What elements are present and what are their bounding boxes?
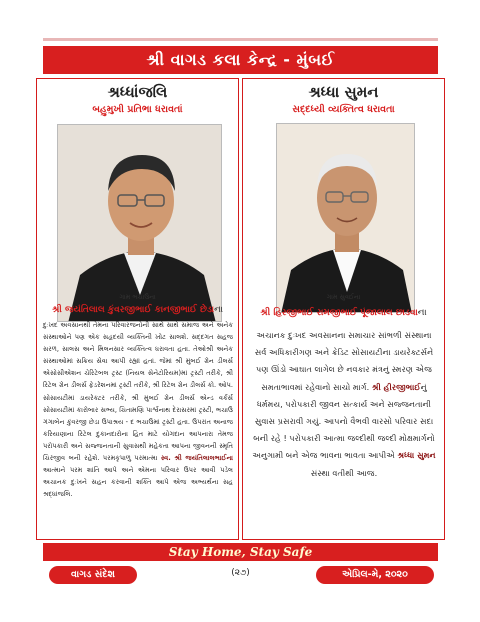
right-tribute-text: અચાનક દુઃખદ અવસાનના સમાચાર સાંભળી સંસ્થાના સર્વ અધિકારીગણ અને ક્રેડિટ સોસાયટીના ડાયરેક્ટર્સને પણ ઊંડો આઘાત લાગેલ છે નવકાર મંત્રનું સ્મરણ એજ સમતાભાવમાં રહેવાનો સાચો માર્ગ. શ્રી હીરજીભાઈનું ધર્મમય, પરોપકારી જીવન સત્કાર્ય અને સજ્જનતાની સુવાસ પ્રસરાવી ગયું. આપનો વૈભવી વારસો પરિવાર સદા બની રહે ! પરોપકારી આત્મા જલ્દીથી જલ્દી મોક્ષમાર્ગનો અનુગામી બને એજ ભાવના ભાવતા આપીએ શ્રધ્ધા સુમન સંસ્થા વતીથી આજ. xyxy=(252,330,436,478)
issue-date-badge: એપ્રિલ-મે, ૨૦૨૦ xyxy=(316,566,434,584)
tribute-column-left xyxy=(36,78,239,540)
right-subheading: સદ્દધ્યી વ્યક્તિત્વ ધરાવતા xyxy=(292,104,395,115)
portrait-photo-right xyxy=(276,123,415,313)
top-rule xyxy=(43,38,438,41)
page-footer xyxy=(43,566,438,586)
slogan-banner: Stay Home, Stay Safe xyxy=(43,543,438,561)
page-header-banner: શ્રી વાગડ કલા કેન્દ્ર - મુંબઈ xyxy=(43,46,438,74)
right-heading: શ્રધ્ધા સુમન xyxy=(308,83,379,101)
left-heading: શ્રધ્ધાંજલિ xyxy=(107,83,168,101)
tribute-column-right xyxy=(242,78,445,540)
page-number: (૨૭) xyxy=(231,568,250,578)
left-person-name: શ્રી જયંતિલાલ કુંવરજીભાઈ કાનજીભાઈ છેડાના xyxy=(51,305,224,315)
left-subheading: બહુમુખી પ્રતિભા ધરાવતાં xyxy=(92,104,183,115)
right-village: ગામ સુવઈના xyxy=(326,293,361,301)
left-village: ગામ ભચાઉના xyxy=(119,293,156,301)
left-tribute-text: દુઃખદ અવસાનથી તેમના પરિવારજનોની સાથે સાથે સમાજ અને અનેક સંસ્થાઓને પણ એક સહૃદયી વ્યક્તિની ખોટ સાલશે. સદ્દગત સહજ સરળ, સાલસ અને મિલનસાર વ્યક્તિત્વ ધરાવતા હતા. તેઓશ્રી અનેક સંસ્થાઓમાં સક્રિય સેવા આપી રહ્યાં હતાં. જેમાં શ્રી મુંબઈ ગ્રેન ડીલર્સ એસોસીએશન ચેરિટેબલ ટ્રસ્ટ (નિયલ સેનેટોરિયમ)માં ટ્રસ્ટી તરીકે, શ્રી રિટેલ ગ્રેન ડીલર્સ ફેડરેશનમાં ટ્રસ્ટી તરીકે, શ્રી રિટેલ ગ્રેન ડીલર્સ કો. ઓપ. સોસાયટીમાં ડાયરેક્ટર તરીકે, શ્રી મુંબઈ ગ્રેન ડીલર્સ એન્ડ વર્કર્સ સોસાયટીમાં કારોબાર સભ્ય, ચિતામણિ પાર્શ્વનાથ દેરાસરમાં ટ્રસ્ટી, ભચાઉ ગંગાબેન કુંવરજી છેડા ઉપાશ્રય - દ ભચાઉમાં ટ્રસ્ટી હતા. ઉપરાંત અનાજ કરિયાણાના રિટેલ દુકાનદારોના હિત માટે યોગદાન આપનારા તેમજ પરોપકારી અને સજ્જનતાની સુવાસથી મહેકતા આપના જીવનની સ્મૃતિ ચિરંજીવ બની રહેશે. પરમકૃપાળુ પરમાત્મા સ્વ. શ્રી જયંતિલાલભાઈના આત્માને પરમ શાંતિ આપે અને એમના પરિવાર ઉપર આવી પડેલ અચાનક દુઃખને સહન કરવાની શક્તિ આપે એજ અભ્યર્થના સહ શ્રદ્ધાંજલિ. xyxy=(43,321,233,499)
magazine-name-badge: વાગડ સંદેશ xyxy=(49,566,137,584)
right-person-name: શ્રી હિરજીભાઈ રામજીભાઈ પૂંજાલાલ છાડવાના xyxy=(260,308,427,318)
